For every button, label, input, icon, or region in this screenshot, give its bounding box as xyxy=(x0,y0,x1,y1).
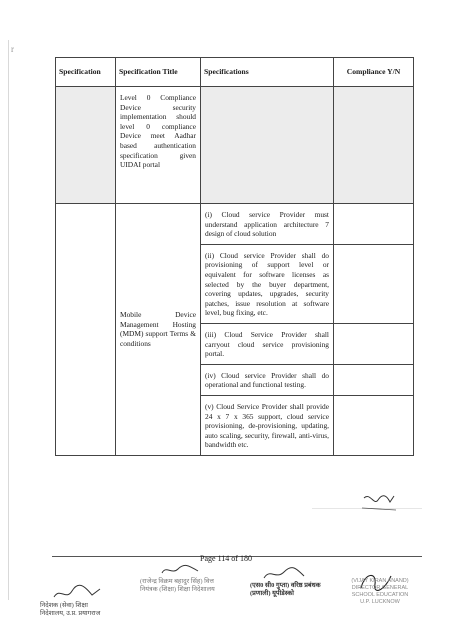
page-edge-line xyxy=(8,40,9,600)
mdm-compliance-cell xyxy=(334,364,414,395)
mdm-compliance-cell xyxy=(334,244,414,323)
stamp-name: (VIJAY KIRAN ANAND) xyxy=(351,578,409,584)
mdm-title-cell: Mobile Device Management Hosting (MDM) support Terms & conditions xyxy=(116,204,201,456)
spec-cell-empty xyxy=(56,87,116,204)
level0-compliance-cell xyxy=(334,87,414,204)
specification-table xyxy=(55,57,414,456)
page-number: Page 114 of 180 xyxy=(200,554,252,563)
mdm-spec-item: (v) Cloud Service Provider shall provide 24 x 7 x 365 support, cloud service provisioning, de-provisioning, updating, auto scaling, security, firewall, anti-virus, bandwidth etc. xyxy=(201,395,334,455)
table-header-row xyxy=(56,58,414,87)
center-right-signature-text: (एस0 सी0 गुप्ता) वरिष्ठ प्रबंधक (प्रणाली) यूपीडेस्को xyxy=(250,582,321,597)
center-left-signature-text: (राजेन्द्र विक्रम बहादुर सिंह) वित्त नियंत्रक (शिक्षा) शिक्षा निदेशालय xyxy=(140,578,215,593)
mdm-spec-item: (iv) Cloud service Provider shall do operational and functional testing. xyxy=(201,364,334,395)
initials-signature xyxy=(360,490,400,516)
mdm-spec-item: (iii) Cloud Service Provider shall carryout cloud service provisioning portal. xyxy=(201,323,334,364)
stamp-city: U.P. LUCKNOW xyxy=(360,599,400,605)
mdm-spec-item: (ii) Cloud service Provider shall do provisioning of support level or equivalent for software licenses as selected by the buyer department, covering updates, upgrades, security patches, issue resolution at software level, bug fixing, etc. xyxy=(201,244,334,323)
mdm-spec-cell xyxy=(56,204,116,456)
center-right-signature xyxy=(262,566,306,582)
header-compliance: Compliance Y/N xyxy=(334,58,414,87)
mdm-compliance-cell xyxy=(334,204,414,245)
level0-spec-cell xyxy=(201,87,334,204)
level0-title-cell: Level 0 Compliance Device security implementation should level 0 compliance Device meet Aadhar based authentication specification given UIDAI portal xyxy=(116,87,201,204)
official-stamp xyxy=(330,578,430,606)
left-signature-text: निदेशक (सेवा) शिक्षा निदेशालय, उ.प्र. प्रयागराज xyxy=(40,602,101,617)
stamp-title: DIRECTOR GENERAL xyxy=(351,585,409,591)
table-row-mdm-1 xyxy=(56,204,414,245)
table-row-level0 xyxy=(56,87,414,204)
stamp-org: SCHOOL EDUCATION xyxy=(351,592,409,598)
page-corner-mark: r xyxy=(11,44,14,54)
header-specifications: Specifications xyxy=(201,58,334,87)
header-specification: Specification xyxy=(56,58,116,87)
header-specification-title: Specification Title xyxy=(116,58,201,87)
left-signature xyxy=(52,583,102,603)
mdm-compliance-cell xyxy=(334,395,414,455)
mdm-compliance-cell xyxy=(334,323,414,364)
center-left-signature xyxy=(160,563,200,577)
mdm-spec-item: (i) Cloud service Provider must understand application architecture 7 design of cloud solution xyxy=(201,204,334,245)
